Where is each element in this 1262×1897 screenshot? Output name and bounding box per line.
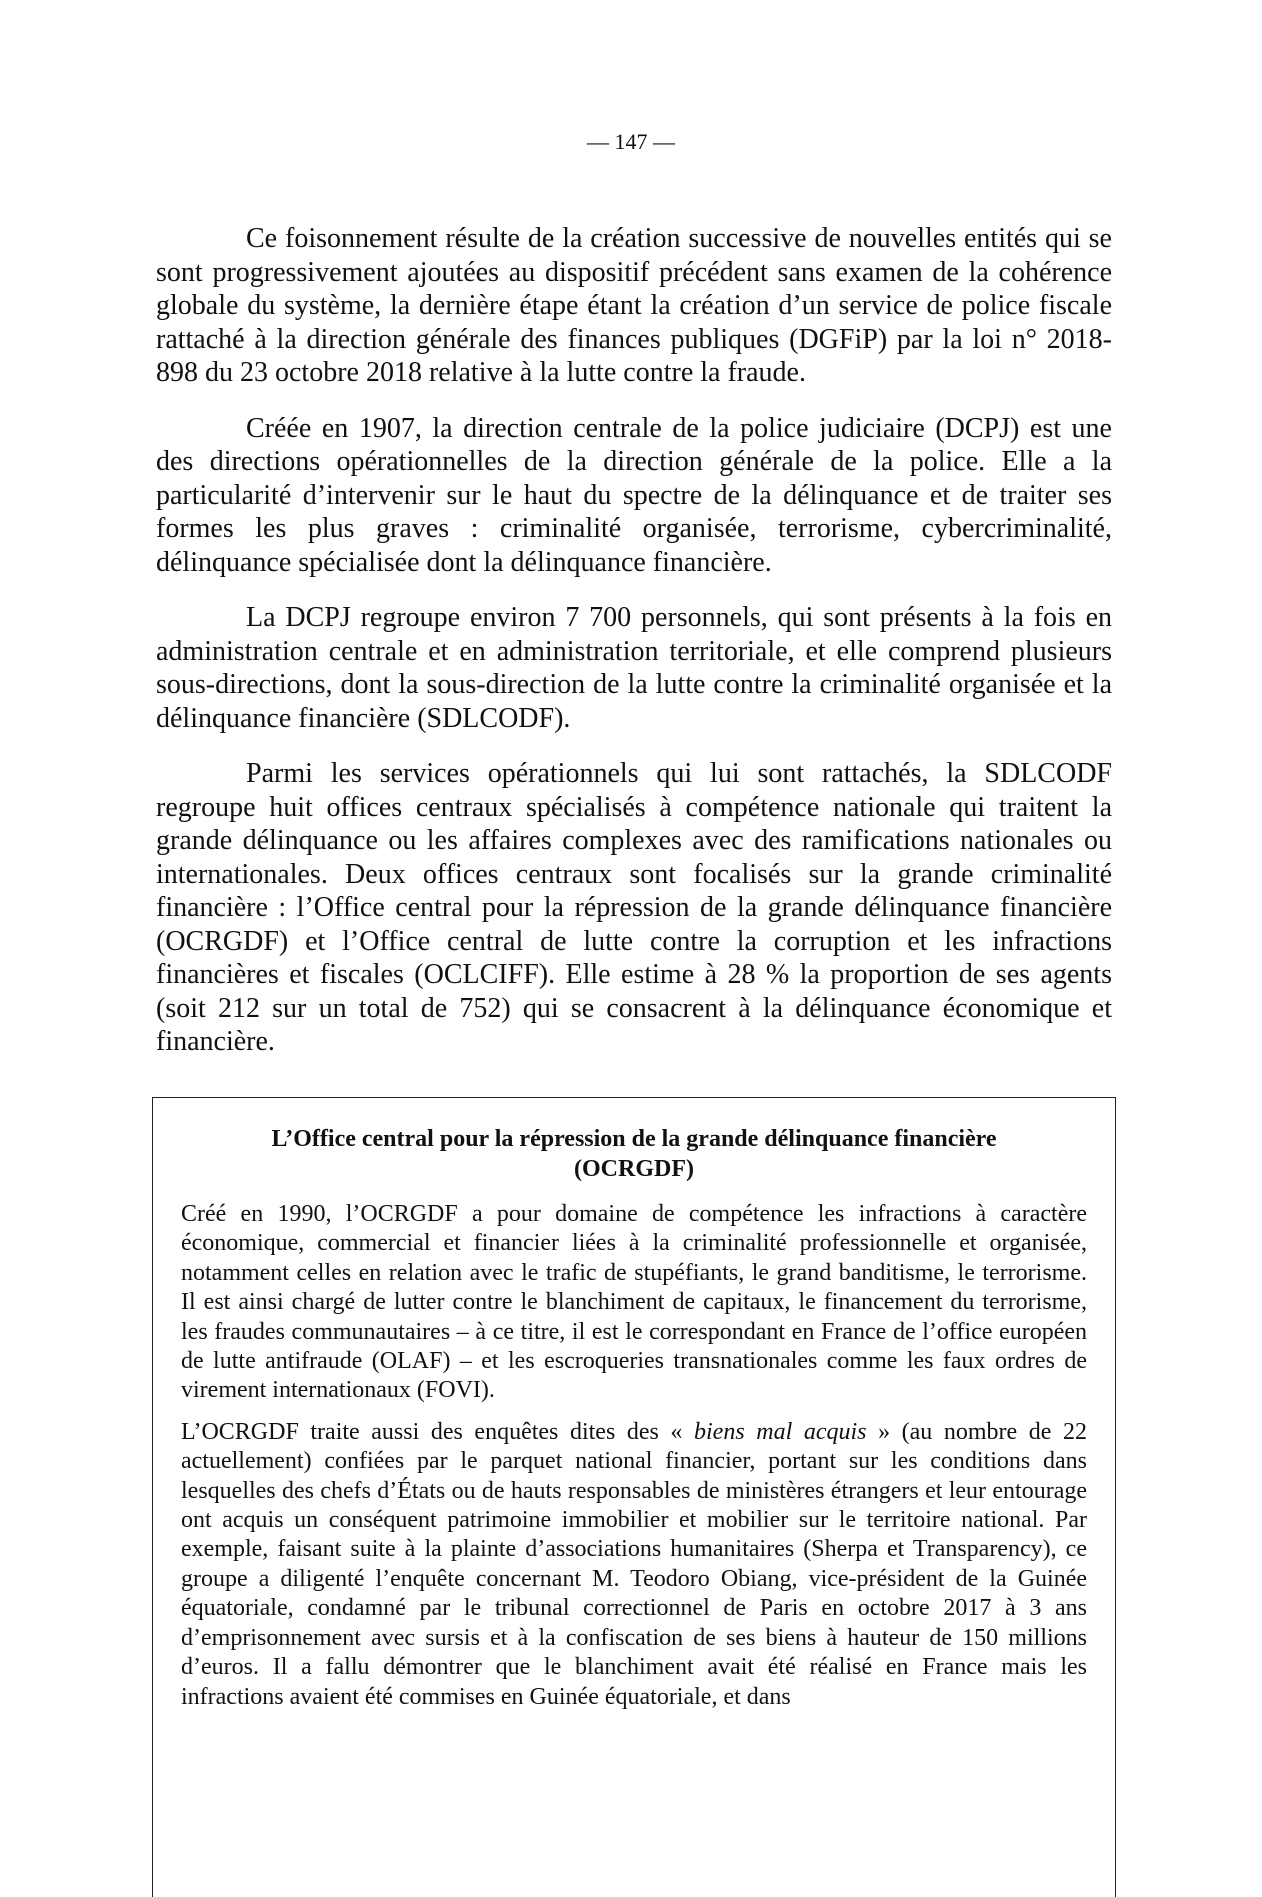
box-title-line2: (OCRGDF) (574, 1156, 694, 1182)
box-paragraph-2-end: » (au nombre de 22 actuellement) confiées par le parquet national financier, portant sur les conditions dans lesquelles des chefs d’États ou de hauts responsables de ministères étrangers et leur entourage ont acquis un conséquent patrimoine immobilier et mobilier sur le territoire national. Par exemple, faisant suite à la plainte d’associations humanitaires (Sherpa et Transparency), ce groupe a diligenté l’enquête concernant M. Teodoro Obiang, vice-président de la Guinée équatoriale, condamné par le tribunal correctionnel de Paris en octobre 2017 à 3 ans d’emprisonnement avec sursis et à la confiscation de ses biens à hauteur de 150 millions d’euros. Il a fallu démontrer que le blanchiment avait été réalisé en France mais les infractions avaient été commises en Guinée équatoriale, et dans (181, 1418, 1087, 1710)
box-paragraph-biens-mal-acquis (181, 1418, 1087, 1712)
paragraph-sdlcodf: Parmi les services opérationnels qui lui sont rattachés, la SDLCODF regroupe huit offices centraux spécialisés à compétence nationale qui traitent la grande délinquance ou les affaires complexes avec des ramifications nationales ou internationales. Deux offices centraux sont focalisés sur la grande criminalité financière : l’Office central pour la répression de la grande délinquance financière (OCRGDF) et l’Office central de lutte contre la corruption et les infractions financières et fiscales (OCLCIFF). Elle estime à 28 % la proportion de ses agents (soit 212 sur un total de 752) qui se consacrent à la délinquance économique et financière. (156, 758, 1112, 1057)
paragraph-dcpj-personnels: La DCPJ regroupe environ 7 700 personnels, qui sont présents à la fois en administration centrale et en administration territoriale, et elle comprend plusieurs sous-directions, dont la sous-direction de la lutte contre la criminalité organisée et la délinquance financière (SDLCODF). (156, 602, 1112, 734)
page-number: — 147 — (587, 129, 675, 154)
box-title (181, 1124, 1087, 1184)
box-paragraph-2-start: L’OCRGDF traite aussi des enquêtes dites des « (181, 1418, 695, 1445)
body-text (156, 222, 1112, 1081)
box-paragraph-2-italic: biens mal acquis (694, 1418, 867, 1445)
box-title-line1: L’Office central pour la répression de la grande délinquance financière (271, 1126, 997, 1152)
paragraph-foisonnement: Ce foisonnement résulte de la création successive de nouvelles entités qui se sont progressivement ajoutées au dispositif précédent sans examen de la cohérence globale du système, la dernière étape étant la création d’un service de police fiscale rattaché à la direction générale des finances publiques (DGFiP) par la loi n° 2018-898 du 23 octobre 2018 relative à la lutte contre la fraude. (156, 223, 1112, 388)
box-paragraph-creation: Créé en 1990, l’OCRGDF a pour domaine de compétence les infractions à caractère économique, commercial et financier liées à la criminalité professionnelle et organisée, notamment celles en relation avec le trafic de stupéfiants, le grand banditisme, le terrorisme. Il est ainsi chargé de lutter contre le blanchiment de capitaux, le financement du terrorisme, les fraudes communautaires – à ce titre, il est le correspondant en France de l’office européen de lutte antifraude (OLAF) – et les escroqueries transnationales comme les faux ordres de virement internationaux (FOVI). (181, 1201, 1087, 1404)
paragraph-dcpj-creation: Créée en 1907, la direction centrale de la police judiciaire (DCPJ) est une des directions opérationnelles de la direction générale de la police. Elle a la particularité d’intervenir sur le haut du spectre de la délinquance et de traiter ses formes les plus graves : criminalité organisée, terrorisme, cybercriminalité, délinquance spécialisée dont la délinquance financière. (156, 412, 1112, 578)
ocrgdf-box (152, 1097, 1116, 1897)
